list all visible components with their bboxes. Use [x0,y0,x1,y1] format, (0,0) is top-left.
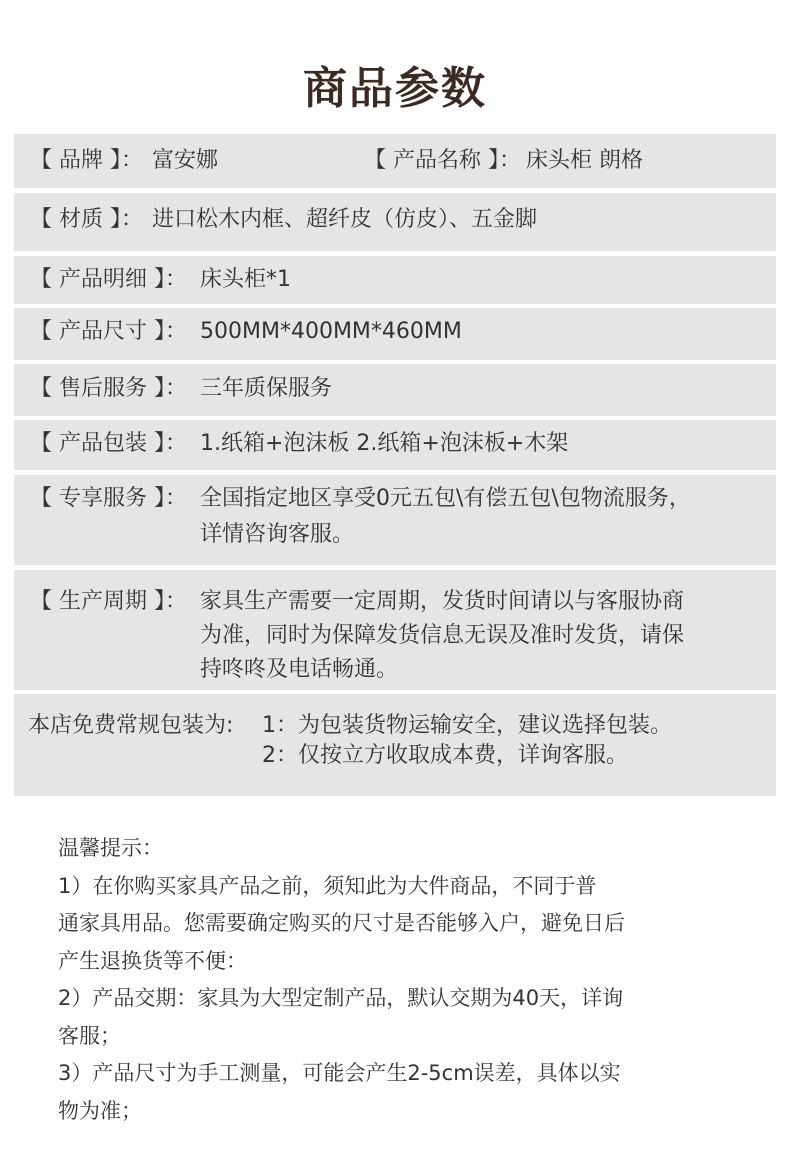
exclusive-line: 详情咨询客服。 [200,522,355,547]
exclusive-line: 全国指定地区享受0元五包\有偿五包\包物流服务， [200,486,691,511]
package-label: 【 产品包装 】： [30,431,187,456]
param-row-exclusive [14,475,776,565]
param-row-free-packaging [14,694,776,796]
cycle-line: 为准，同时为保障发货信息无误及准时发货，请保 [200,623,685,648]
tips-line: 客服； [58,1023,121,1048]
product-name-value: 床头柜 朗格 [526,148,643,173]
free-pack-line: 1：为包装货物运输安全，建议选择包装。 [262,713,672,738]
param-row-package [14,420,776,470]
cycle-label: 【 生产周期 】： [30,589,187,614]
cycle-line: 持咚咚及电话畅通。 [200,657,399,682]
service-value: 三年质保服务 [200,376,333,401]
exclusive-label: 【 专享服务 】： [30,486,187,511]
cycle-line: 家具生产需要一定周期，发货时间请以与客服协商 [200,589,685,614]
tips-heading: 温馨提示： [58,836,163,860]
brand-value: 富安娜 [152,148,219,173]
param-row-detail [14,256,776,304]
free-pack-label: 本店免费常规包装为: [28,713,234,738]
tips-section [58,830,748,1130]
size-value: 500MM*400MM*460MM [200,319,462,344]
package-value: 1.纸箱+泡沫板 2.纸箱+泡沫板+木架 [200,431,569,456]
page-title: 商品参数 [303,63,487,114]
brand-label: 【 品牌 】： [30,148,143,173]
size-label: 【 产品尺寸 】： [30,319,187,344]
material-value: 进口松木内框、超纤皮（仿皮）、五金脚 [152,207,538,232]
param-row-size [14,308,776,360]
service-label: 【 售后服务 】： [30,376,187,401]
tips-line: 2）产品交期：家具为大型定制产品，默认交期为40天，详询 [58,986,624,1010]
tips-line: 物为准； [58,1098,142,1123]
material-label: 【 材质 】： [30,207,143,232]
param-row-material [14,193,776,251]
tips-line: 3）产品尺寸为手工测量，可能会产生2-5cm误差，具体以实 [58,1061,621,1085]
tips-line: 产生退换货等不便： [58,948,247,973]
detail-label: 【 产品明细 】： [30,267,187,292]
param-row-service [14,364,776,416]
param-row-brand [14,134,776,188]
param-row-cycle [14,570,776,690]
free-pack-line: 2：仅按立方收取成本费，详询客服。 [262,743,628,768]
product-name-label: 【 产品名称 】： [364,148,521,173]
detail-value: 床头柜*1 [200,267,291,292]
tips-line: 通家具用品。您需要确定购买的尺寸是否能够入户，避免日后 [58,911,625,935]
tips-line: 1）在你购买家具产品之前，须知此为大件商品，不同于普 [58,873,597,898]
